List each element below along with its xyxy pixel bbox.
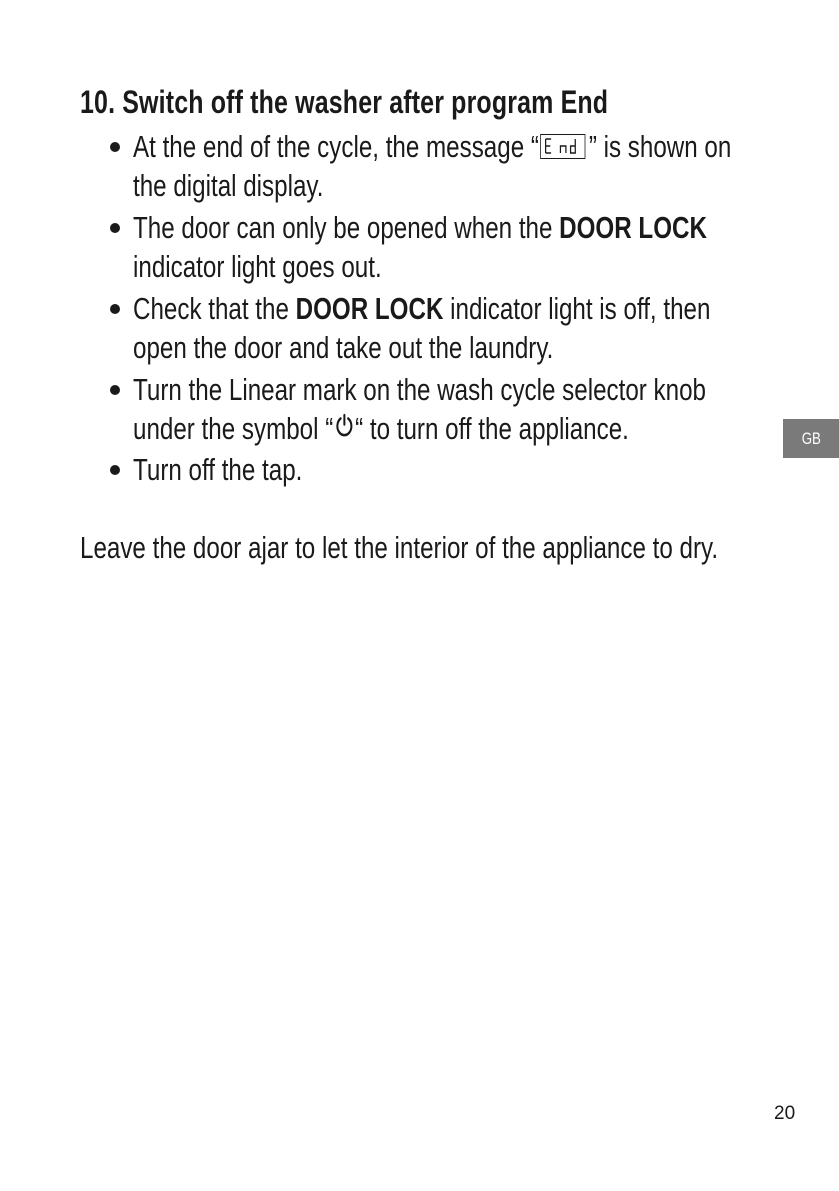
- bullet-1-text-after: ” is shown on: [588, 129, 732, 164]
- bullet-1-text-before: At the end of the cycle, the message “: [133, 129, 539, 164]
- language-tab-label: GB: [801, 429, 821, 448]
- bullet-3-text-before: Check that the: [133, 291, 296, 326]
- end-display-readout: [540, 134, 585, 159]
- bullet-4-line-2: [133, 409, 629, 451]
- bullet-5-line-1: Turn off the tap.: [133, 452, 303, 487]
- bullet-3-line-2: open the door and take out the laundry.: [133, 330, 554, 365]
- closing-note: Leave the door ajar to let the interior of the appliance to dry.: [80, 530, 719, 565]
- bullet-4-line-1: Turn the Linear mark on the wash cycle selector knob: [133, 372, 706, 407]
- bullet-dot: [110, 465, 120, 475]
- bullet-1-line-2: the digital display.: [133, 168, 324, 203]
- bullet-dot: [110, 223, 120, 233]
- bullet-2-line-2: indicator light goes out.: [133, 249, 382, 284]
- bullet-1-line-1: [133, 127, 731, 167]
- page-number: 20: [774, 1103, 796, 1124]
- door-lock-label: DOOR LOCK: [559, 210, 707, 245]
- bullet-dot: [110, 142, 120, 152]
- bullet-3-line-1: [133, 289, 710, 329]
- bullet-dot: [110, 304, 120, 314]
- bullet-3-text-after: indicator light is off, then: [443, 291, 711, 326]
- bullet-4-text-before: under the symbol “: [133, 411, 334, 446]
- segment-display-icon: [541, 135, 585, 157]
- section-heading: 10. Switch off the washer after program End: [80, 84, 609, 120]
- bullet-dot: [110, 385, 120, 395]
- bullet-2-text-before: The door can only be opened when the: [133, 210, 560, 245]
- bullet-4-text-after: “ to turn off the appliance.: [355, 411, 629, 446]
- door-lock-label: DOOR LOCK: [295, 291, 444, 326]
- power-icon: [334, 408, 354, 448]
- bullet-2-line-1: [133, 208, 707, 248]
- language-tab: [783, 419, 839, 458]
